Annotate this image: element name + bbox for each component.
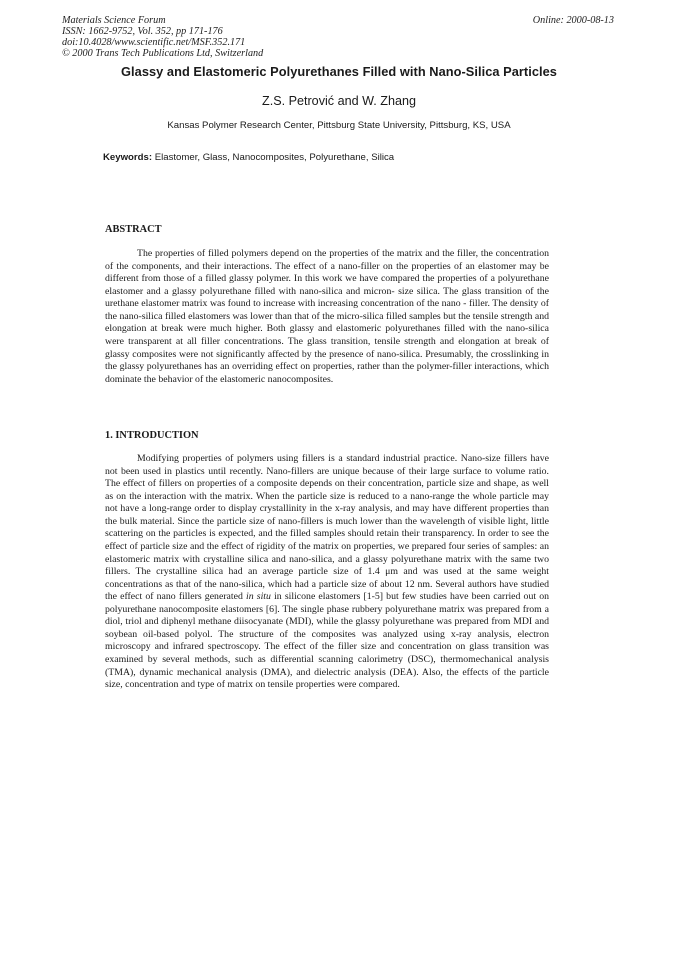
author-affiliation: Kansas Polymer Research Center, Pittsburg State University, Pittsburg, KS, USA — [167, 120, 511, 131]
abstract-body: The properties of filled polymers depend on the properties of the matrix and the filler, the concentration of the components, and their interactions. The effect of a nano-filler on the properties of an elastomer may be different from those of a filled glassy polymer. In this work we have compared the properties of a polyurethane elastomer and a glassy polyurethane filled with nano-silica and micron- size silica. The glass transition of the urethane elastomer matrix was found to increase with increasing concentration of the nano - filler. The density of the nano-silica filled elastomers was lower than that of the micro-silica filled samples but the tensile strength and elongation at break were much higher. Both glassy and elastomeric polyurethanes filled with the nano-silica were transparent at all filler concentrations. The glass transition, tensile strength and elongation at break of glassy composites were not significantly affected by the presence of nano-silica. Presumably, the crosslinking in the glassy polyurethanes has an overriding effect on properties, rather than the polymer-filler interactions, which dominate the behavior of the elastomeric nanocomposites. — [105, 248, 549, 385]
paper-authors: Z.S. Petrović and W. Zhang — [262, 94, 416, 108]
keywords-text: Elastomer, Glass, Nanocomposites, Polyurethane, Silica — [152, 152, 395, 163]
keywords-line — [103, 152, 394, 163]
intro-text-part2: in silicone elastomers [1-5] but few studies have been carried out on polyurethane nanocomposite elastomers [6]. The single phase rubbery polyurethane matrix was prepared from a diol, triol and diphenyl methane diisocyanate (MDI), while the glassy polyurethane was prepared from MDI and soybean oil-based polyol. The structure of the composites was analyzed using x-ray analysis, electron microscopy and infrared spectroscopy. The effect of the filler size and concentration on glass transition was examined by several methods, such as differential scanning calorimetry (DSC), thermomechanical analysis (TMA), dynamic mechanical analysis (DMA), and dielectric analysis (DEA). Also, the effects of the particle size, concentration and type of matrix on tensile properties were compared. — [105, 591, 550, 691]
intro-text-part1: Modifying properties of polymers using fillers is a standard industrial practice. Nano-size fillers have not been used in plastics until recently. Nano-fillers are unique because of their large surface to volume ratio. The effect of fillers on properties of a composite depends on their concentration, particle size and shape, as well as on the interaction with the matrix. When the particle size is reduced to a nano-range the whole particle may not have a long-range order to display crystallinity in the x-ray analysis, and may have different properties than the bulk material. Since the particle size of nano-fillers is much lower than the wavelength of visible light, little scattering on the particles is expected, and the filled samples should retain their transparency. In order to see the effect of particle size and the effect of rigidity of the matrix on properties, we prepared four series of samples: an elastomeric matrix with crystalline silica and nano-silica, and a glassy polyurethane matrix with the same two fillers. The crystalline silica had an average particle size of 1.4 μm and was used at the same weight concentrations as that of the nano-silica, which had a particle size of about 12 nm. Several authors have studied the effect of nano fillers generated — [105, 453, 549, 603]
abstract-heading: ABSTRACT — [105, 224, 162, 235]
paper-title: Glassy and Elastomeric Polyurethanes Filled with Nano-Silica Particles — [121, 64, 557, 79]
journal-name: Materials Science Forum — [62, 15, 166, 26]
journal-issn: ISSN: 1662-9752, Vol. 352, pp 171-176 — [62, 26, 223, 37]
online-date: Online: 2000-08-13 — [532, 15, 614, 26]
journal-copyright: © 2000 Trans Tech Publications Ltd, Switzerland — [62, 48, 264, 59]
introduction-heading: 1. INTRODUCTION — [105, 430, 199, 441]
intro-italic-term: in situ — [246, 591, 271, 603]
introduction-body — [105, 453, 549, 692]
keywords-label: Keywords: — [103, 152, 153, 163]
journal-doi: doi:10.4028/www.scientific.net/MSF.352.171 — [62, 37, 246, 48]
journal-header — [62, 15, 422, 59]
